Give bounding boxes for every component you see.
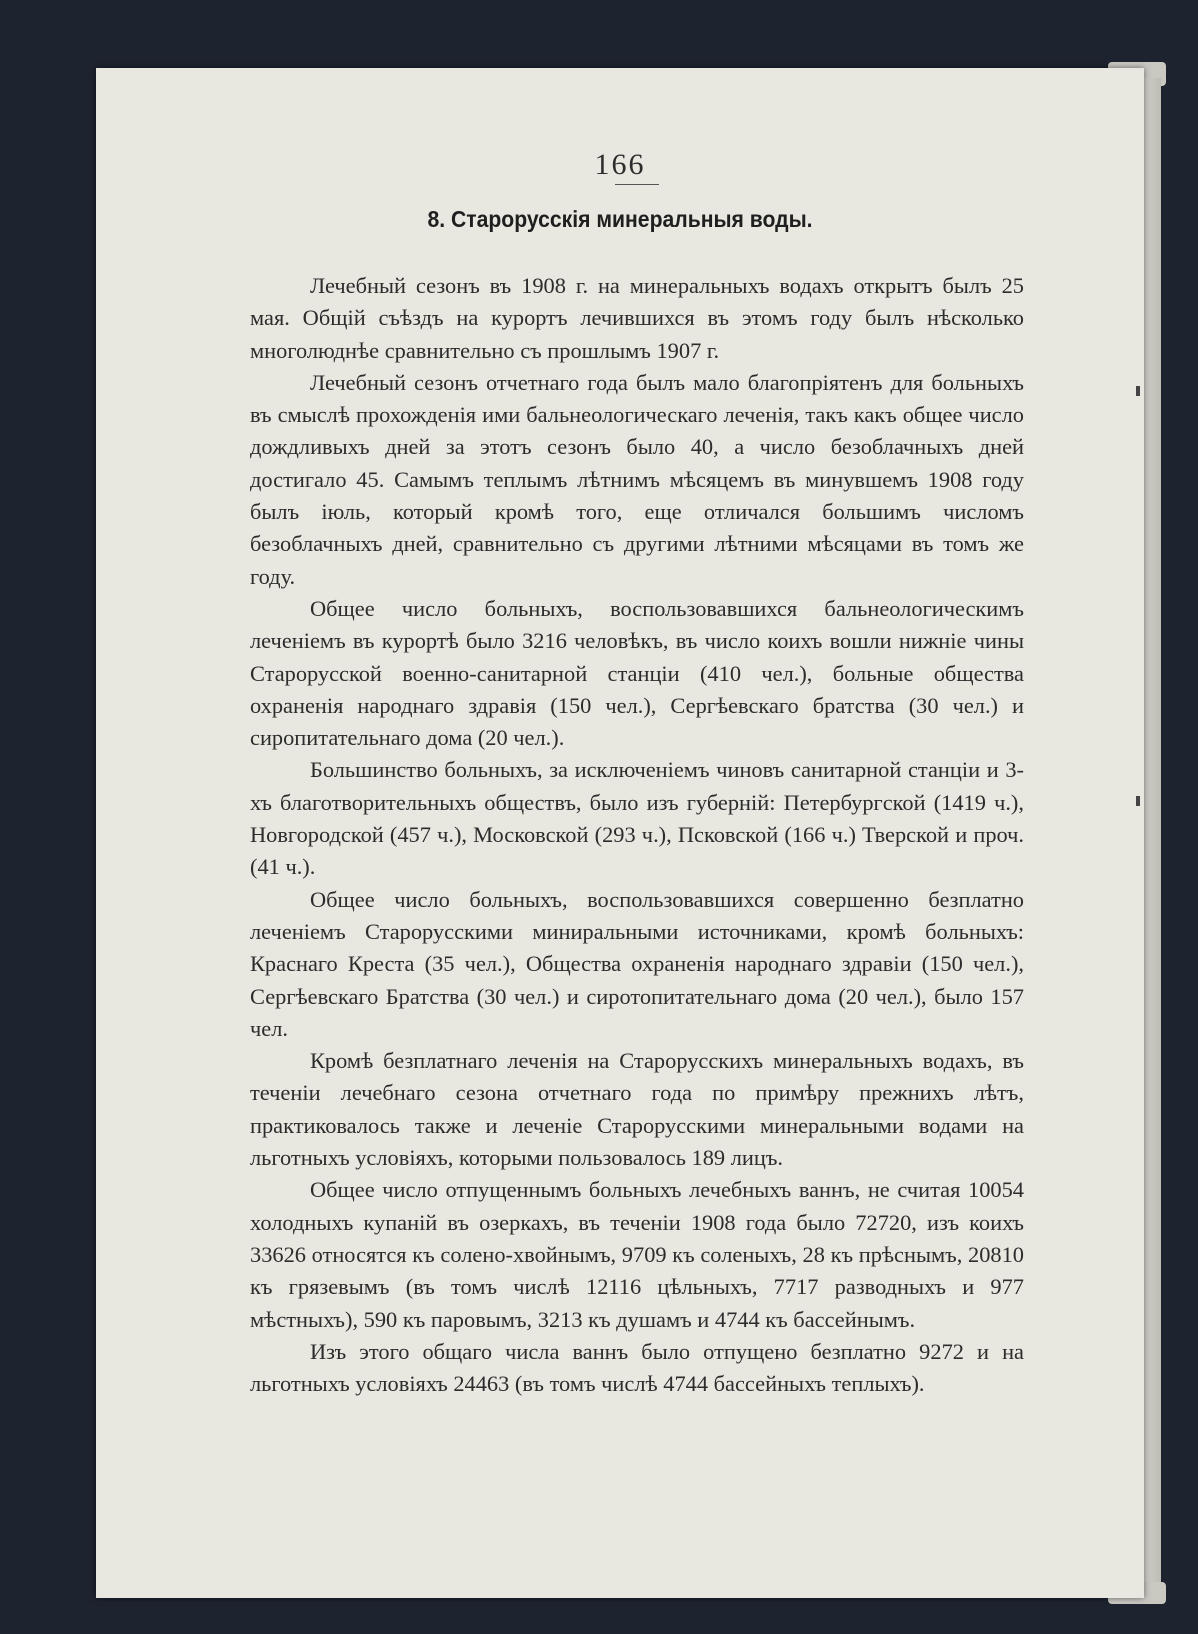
paragraph: Общее число больныхъ, воспользовавшихся бальнеологическимъ леченіемъ въ курортѣ было 3216 человѣкъ, въ число коихъ вошли нижніе чины Старорусской военно-санитарной станціи (410 чел.), больные общества охраненія народнаго здравія (150 чел.), Сергѣевскаго братства (30 чел.) и сиропитательнаго дома (20 чел.). xyxy=(250,595,1024,751)
paragraph: Лечебный сезонъ въ 1908 г. на минеральныхъ водахъ открытъ былъ 25 мая. Общій съѣздъ на курортъ лечившихся въ этомъ году былъ нѣсколько многолюднѣе сравнительно съ прошлымъ 1907 г. xyxy=(250,273,1024,363)
margin-mark xyxy=(1136,796,1140,806)
paragraph: Большинство больныхъ, за исключеніемъ чиновъ санитарной станціи и 3-хъ благотворительныхъ обществъ, было изъ губерній: Петербургской (1419 ч.), Новгородской (457 ч.), Московской (293 ч.), Псковской (166 ч.) Тверской и проч. (41 ч.). xyxy=(250,757,1024,880)
margin-mark xyxy=(1136,386,1140,396)
paragraph: Лечебный сезонъ отчетнаго года былъ мало благопріятенъ для больныхъ въ смыслѣ прохожденія ими бальнеологическаго леченія, такъ какъ общее число дождливыхъ дней за этотъ сезонъ было 40, а число безоблачныхъ дней достигало 45. Самымъ теплымъ лѣтнимъ мѣсяцемъ въ минувшемъ 1908 году былъ іюль, который кромѣ того, еще отличался большимъ числомъ безоблачныхъ дней, сравнительно съ другими лѣтними мѣсяцами въ томъ же году. xyxy=(250,369,1024,589)
body-text xyxy=(250,270,1024,1400)
page-number-ornament xyxy=(615,184,659,185)
paragraph: Общее число больныхъ, воспользовавшихся совершенно безплатно леченіемъ Старорусскими миниральными источниками, кромѣ больныхъ: Краснаго Креста (35 чел.), Общества охраненія народнаго здравіи (150 чел.), Сергѣевскаго Братства (30 чел.) и сиротопитательнаго дома (20 чел.), было 157 чел. xyxy=(250,886,1024,1041)
page-number: 166 xyxy=(594,148,646,181)
paragraph: Изъ этого общаго числа ваннъ было отпущено безплатно 9272 и на льготныхъ условіяхъ 24463 (въ томъ числѣ 4744 бассейныхъ теплыхъ). xyxy=(250,1338,1024,1397)
paragraph: Общее число отпущеннымъ больныхъ лечебныхъ ваннъ, не считая 10054 холодныхъ купаній въ озеркахъ, въ теченіи 1908 года было 72720, изъ коихъ 33626 относятся къ солено-хвойнымъ, 9709 къ соленыхъ, 28 къ прѣснымъ, 20810 къ грязевымъ (въ томъ числѣ 12116 цѣльныхъ, 7717 разводныхъ и 977 мѣстныхъ), 590 къ паровымъ, 3213 къ душамъ и 4744 къ бассейнымъ. xyxy=(250,1177,1024,1332)
book-page xyxy=(96,68,1144,1598)
section-heading: 8. Старорусскія минеральныя воды. xyxy=(427,206,813,232)
paragraph: Кромѣ безплатнаго леченія на Старорусскихъ минеральныхъ водахъ, въ теченіи лечебнаго сезона отчетнаго года по примѣру прежнихъ лѣтъ, практиковалось также и леченіе Старорусскими минеральными водами на льготныхъ условіяхъ, которыми пользовалось 189 лицъ. xyxy=(250,1048,1024,1171)
